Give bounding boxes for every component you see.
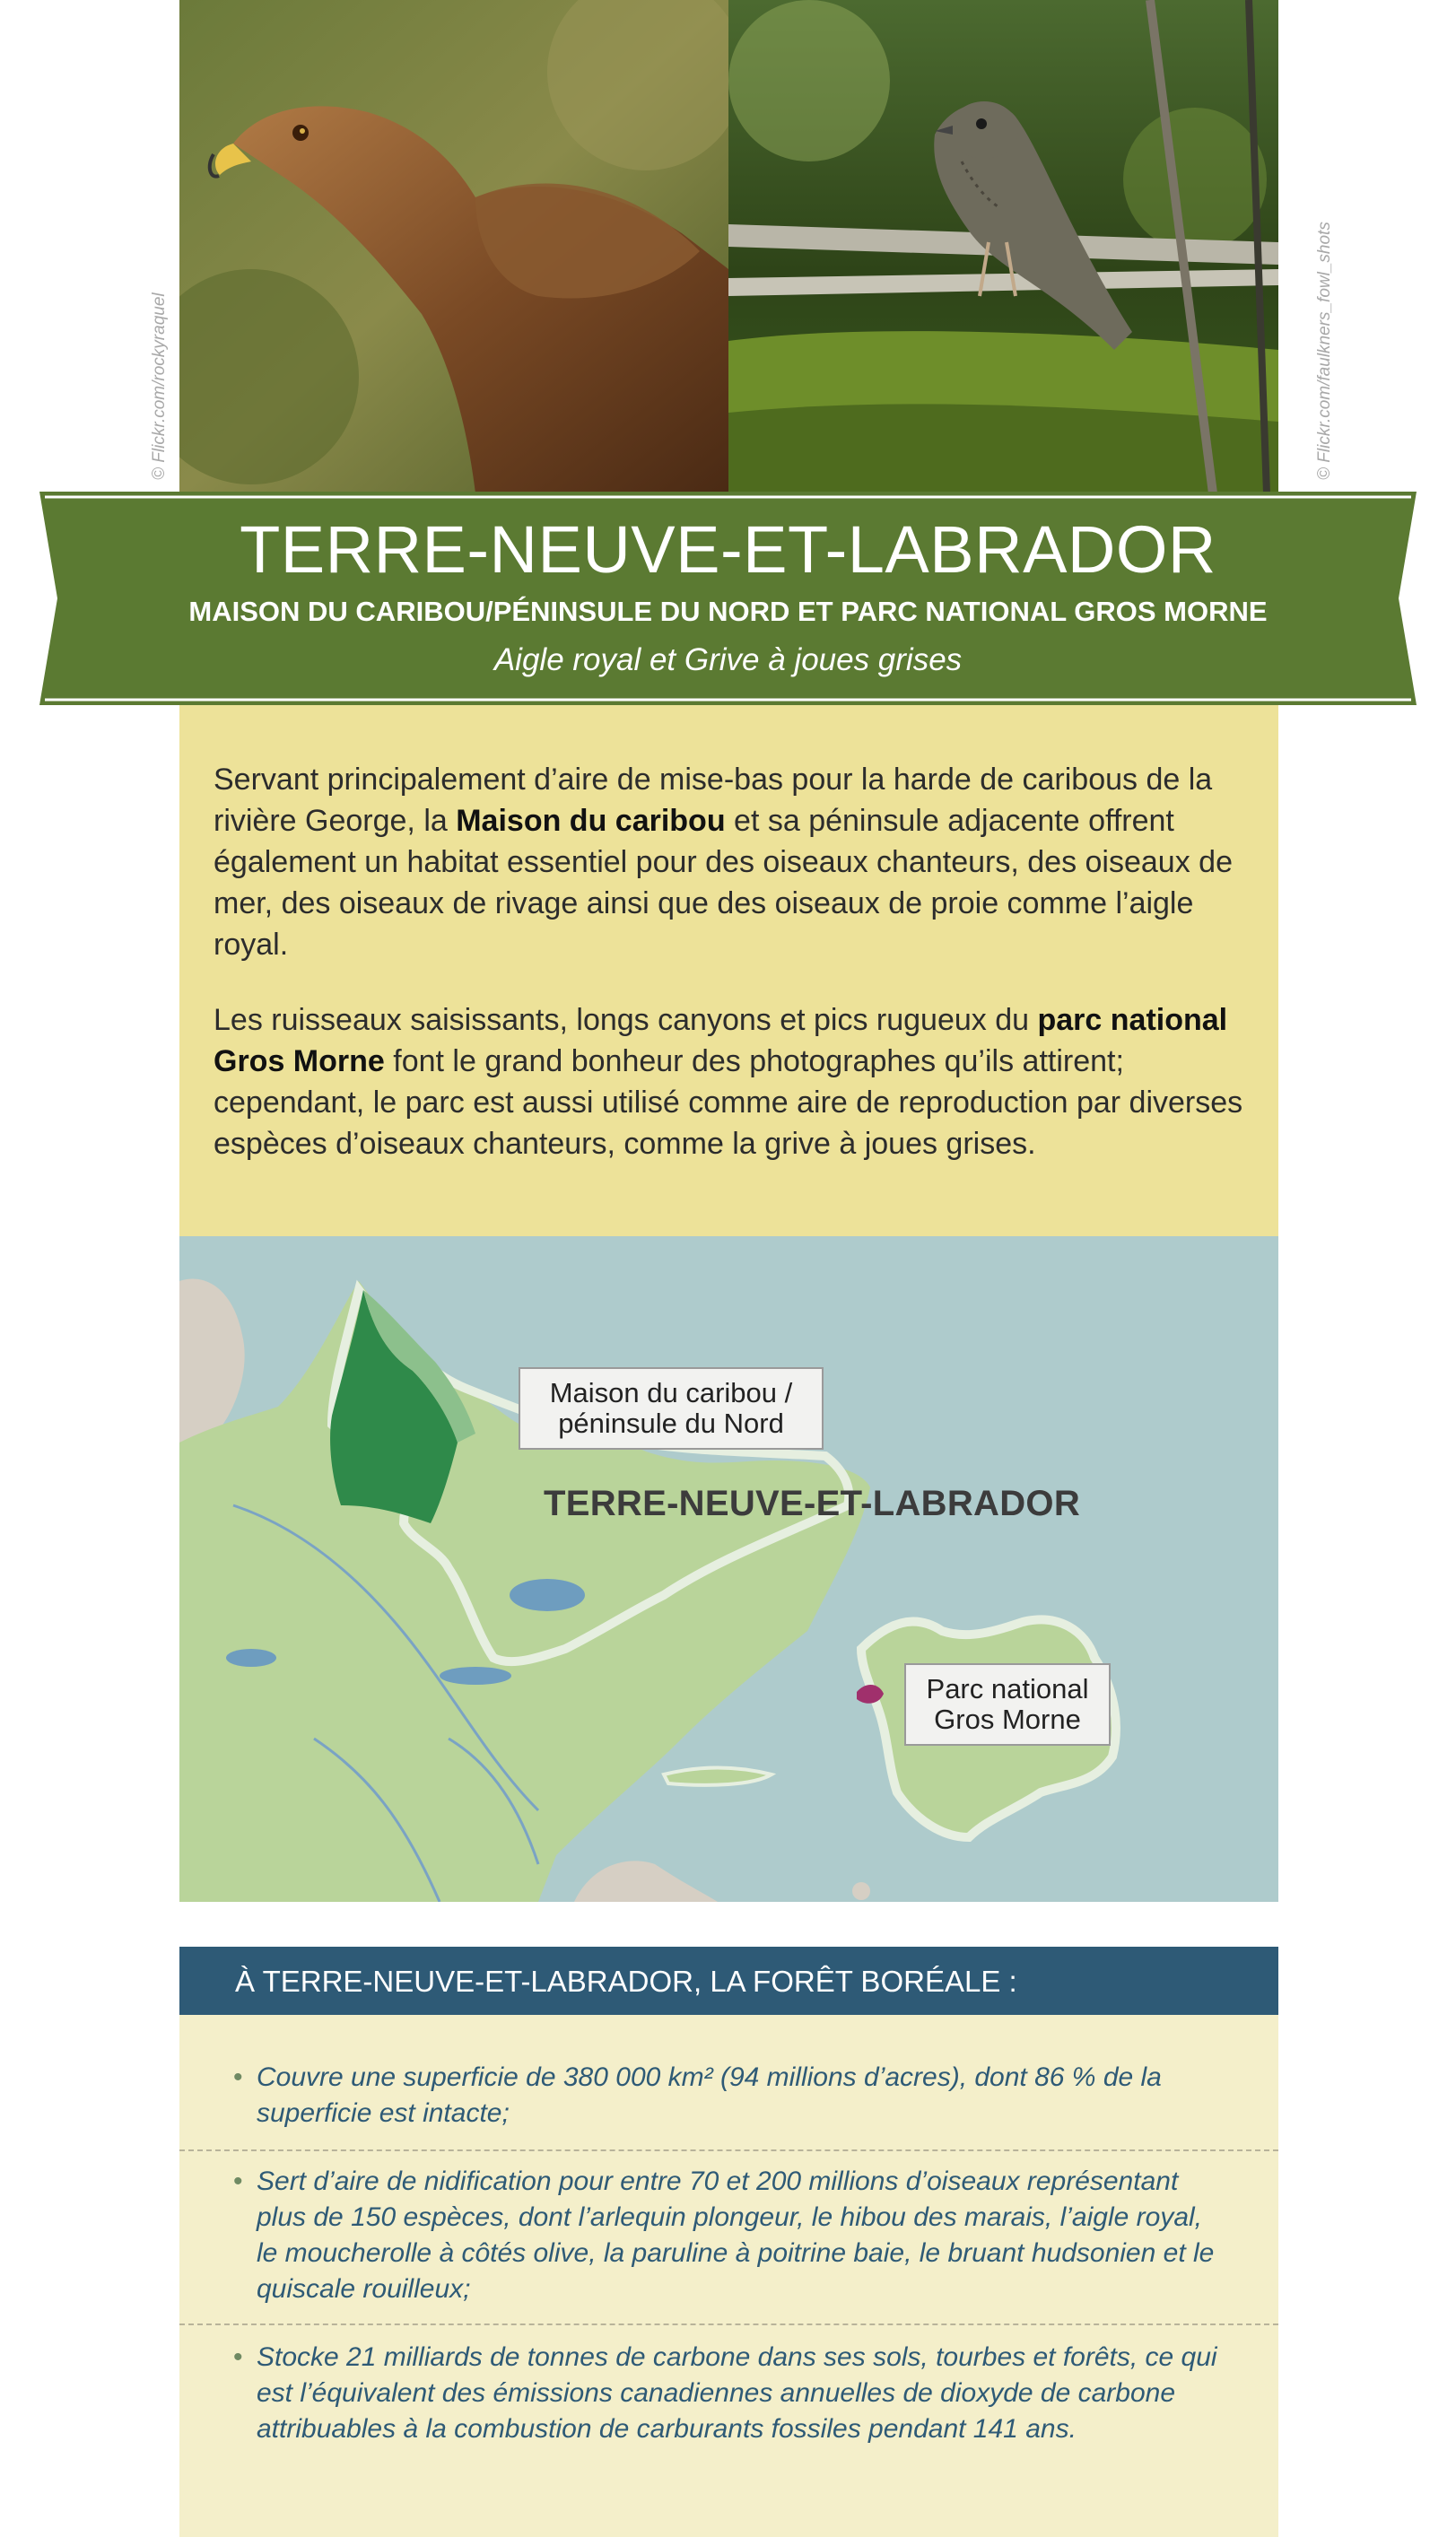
photo-credit-left: © Flickr.com/rockyraquel <box>150 292 169 480</box>
banner-species: Aigle royal et Grive à joues grises <box>493 642 963 677</box>
golden-eagle-photo <box>179 0 728 493</box>
map-region-label: TERRE-NEUVE-ET-LABRADOR <box>544 1484 1081 1523</box>
gros-morne-callout: Parc national Gros Morne <box>904 1663 1111 1746</box>
gros-morne-bold: parc national Gros Morne <box>214 1003 1228 1078</box>
facts-header: À TERRE-NEUVE-ET-LABRADOR, LA FORÊT BORÉALE : <box>179 1947 1278 2015</box>
bullet-icon: • <box>233 2342 243 2372</box>
banner-subtitle: MAISON DU CARIBOU/PÉNINSULE DU NORD ET PARC NATIONAL GROS MORNE <box>188 596 1268 627</box>
maison-du-caribou-bold: Maison du caribou <box>456 804 726 838</box>
bullet-icon: • <box>233 2166 243 2196</box>
region-map <box>179 1236 1278 1902</box>
fact-item: • Sert d’aire de nidification pour entre 70 et 200 millions d’oiseaux représentant plus de 150 espèces, dont l’arlequin plongeur, le hibou des marais, l’aigle royal, le moucherolle à côtés olive, la paruline à poitrine baie, le bruant hudsonien et le quiscale rouilleux; <box>179 2164 1278 2307</box>
intro-paragraph-2: Les ruisseaux saisissants, longs canyons et pics rugueux du parc national Gros Morne font le grand bonheur des photographes qu’ils attirent; cependant, le parc est aussi utilisé comme aire de reproduction par diverses espèces d’oiseaux chanteurs, comme la grive à joues grises. <box>214 1003 1243 1161</box>
facts-list <box>179 2015 1278 2537</box>
caribou-callout: Maison du caribou / péninsule du Nord <box>519 1367 824 1450</box>
bullet-icon: • <box>233 2062 243 2092</box>
intro-panel <box>179 705 1278 1236</box>
fact-item: • Couvre une superficie de 380 000 km² (94 millions d’acres), dont 86 % de la superficie est intacte; <box>179 2060 1278 2132</box>
photo-credit-right: © Flickr.com/faulkners_fowl_shots <box>1315 222 1334 480</box>
intro-paragraph-1: Servant principalement d’aire de mise-bas pour la harde de caribous de la rivière George, la Maison du caribou et sa péninsule adjacente offrent également un habitat essentiel pour des oiseaux chanteurs, des oiseaux de mer, des oiseaux de rivage ainsi que des oiseaux de proie comme l’aigle royal. <box>214 763 1233 962</box>
banner-title: TERRE-NEUVE-ET-LABRADOR <box>240 512 1216 587</box>
grey-cheeked-thrush-photo <box>728 0 1278 493</box>
fact-divider <box>179 2323 1278 2325</box>
ribbon-banner <box>39 492 1417 705</box>
fact-item: • Stocke 21 milliards de tonnes de carbone dans ses sols, tourbes et forêts, ce qui est l’équivalent des émissions canadiennes annuelles de dioxyde de carbone attribuables à la combustion de carburants fossiles pendant 141 ans. <box>179 2340 1278 2447</box>
fact-divider <box>179 2149 1278 2151</box>
